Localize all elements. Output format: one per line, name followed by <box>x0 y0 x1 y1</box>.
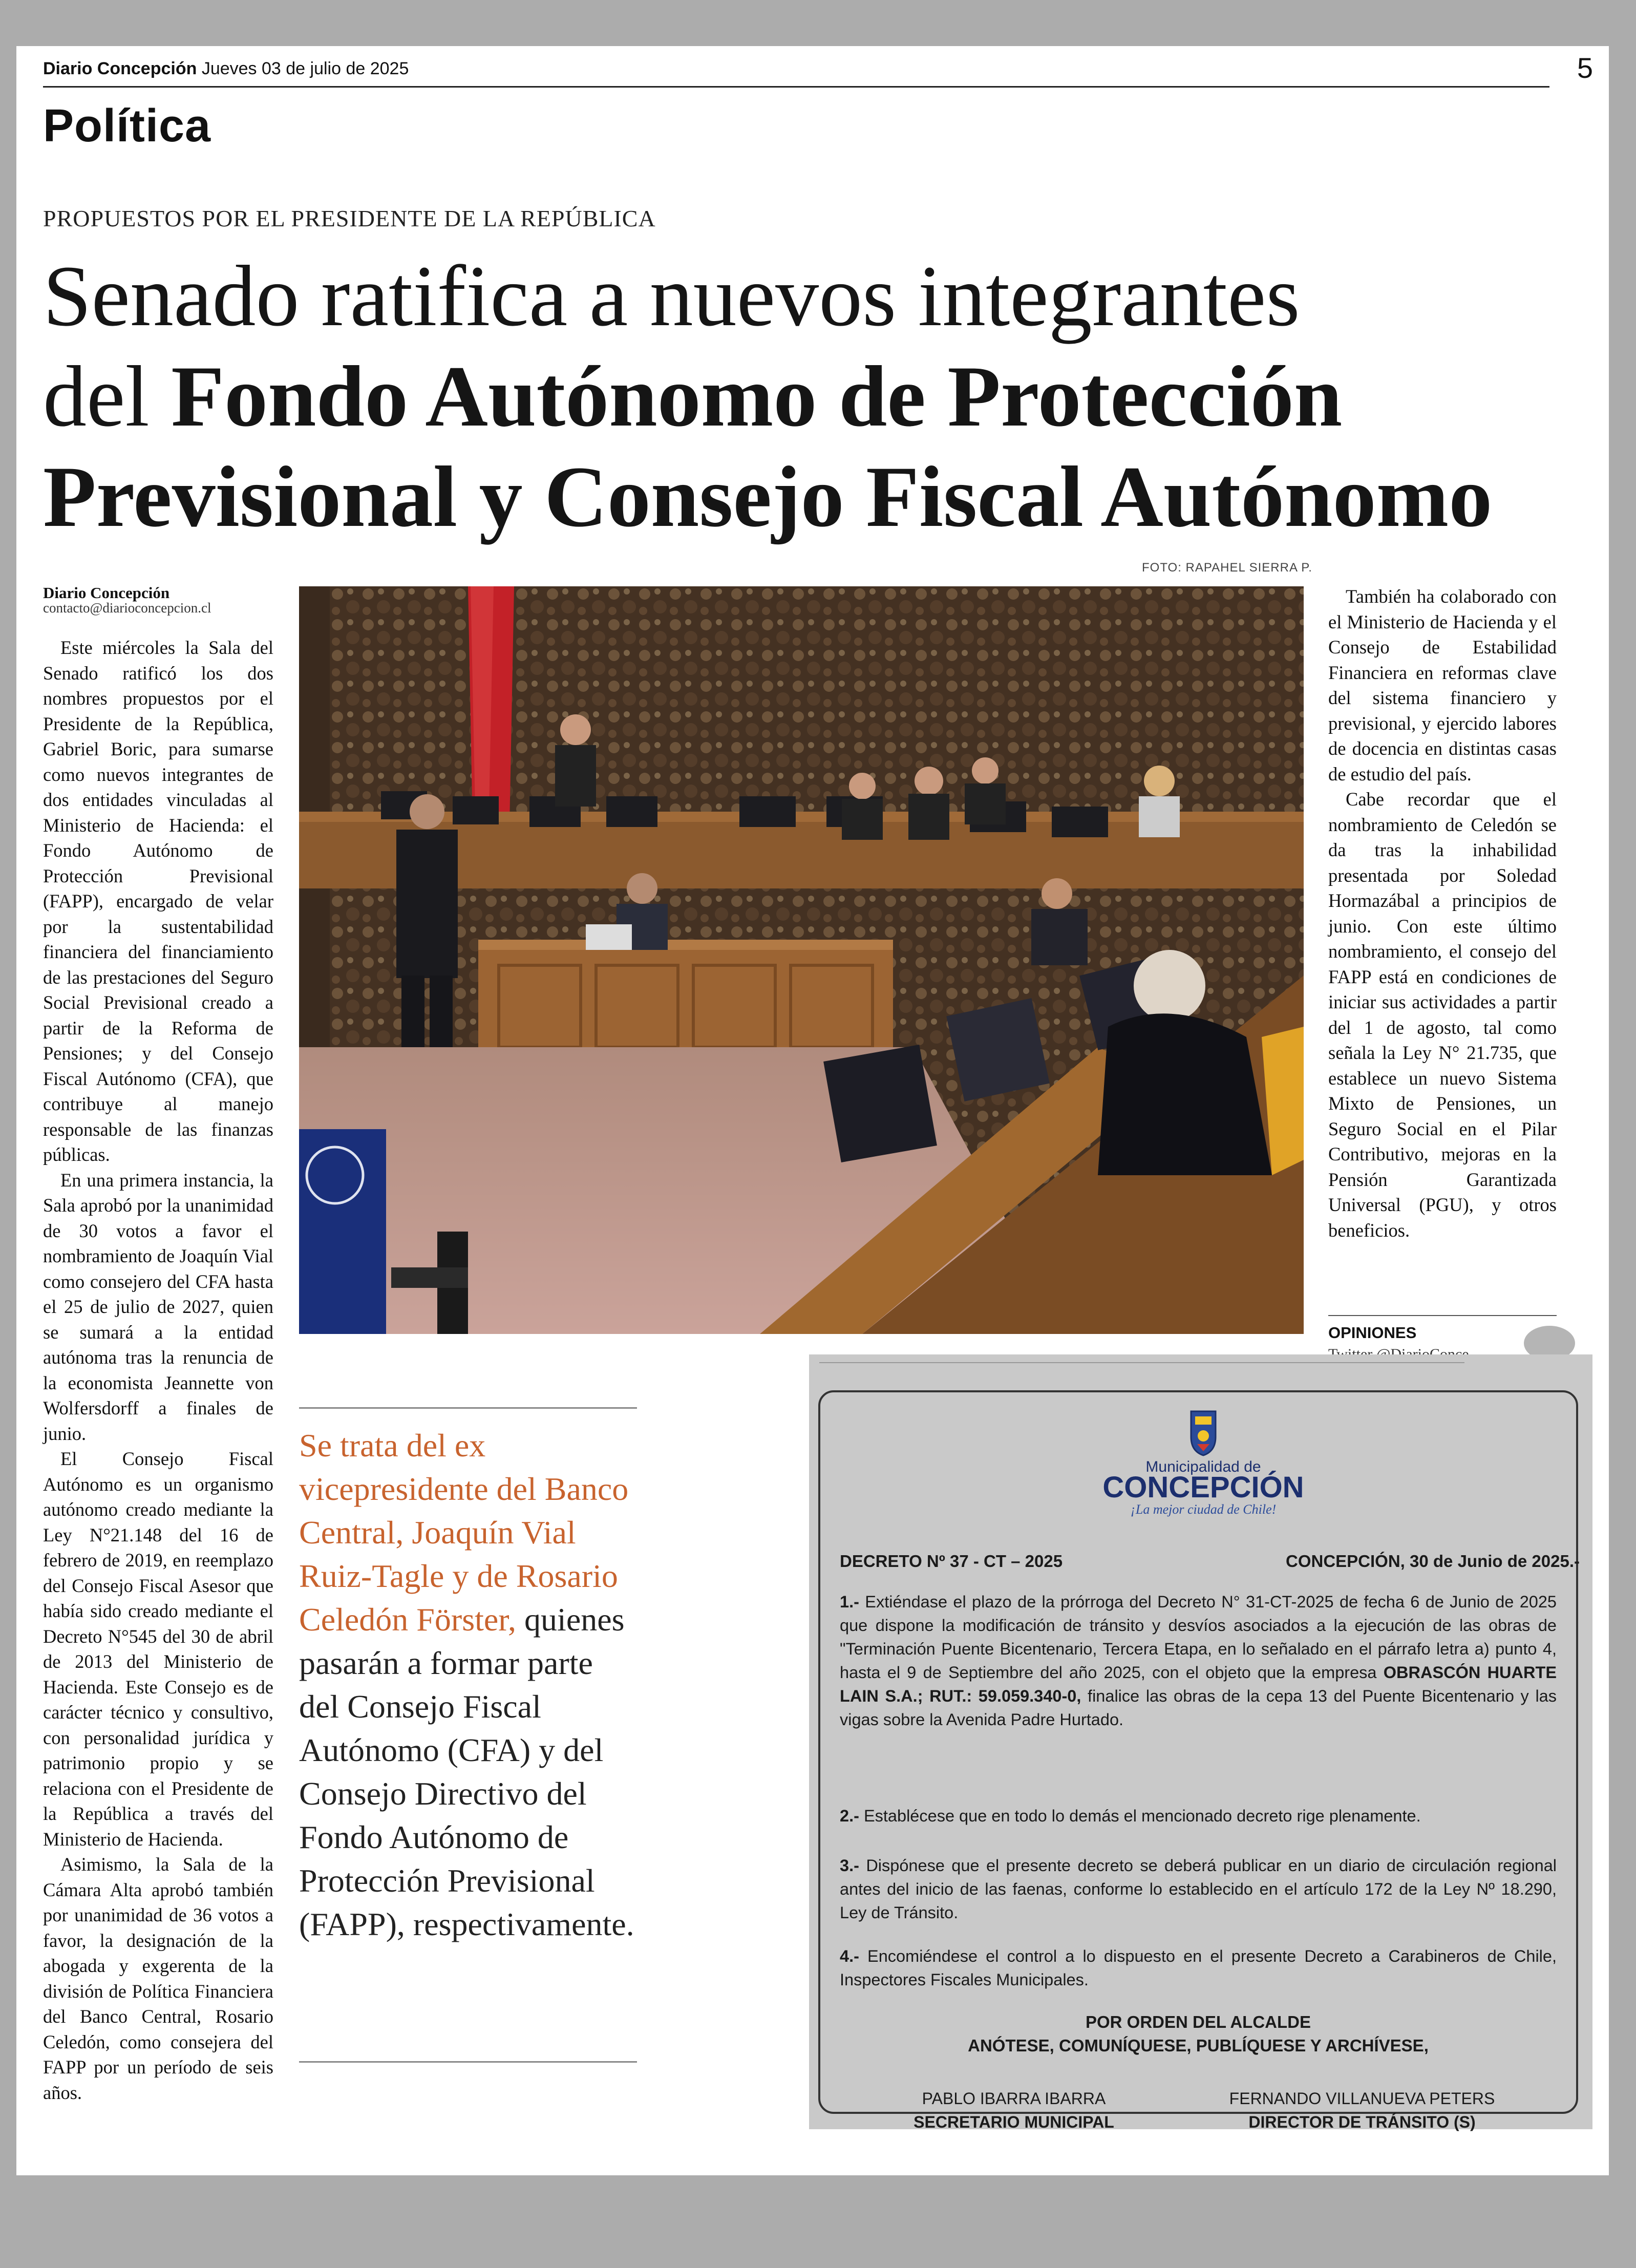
signer-name: PABLO IBARRA IBARRA <box>922 2089 1106 2108</box>
paragraph: También ha colaborado con el Ministerio de Hacienda y el Consejo de Estabilidad Financiera en reformas clave del sistema financiero y previsional, y ejercido labores de docencia en distintas casas de estudio del país. <box>1328 586 1557 785</box>
article-body-right <box>1328 584 1557 1243</box>
decree-paragraph-4: 4.- Encomiéndese el control a lo dispuesto en el presente Decreto a Carabineros de Chile, Inspectores Fiscales Municipales. <box>840 1947 1557 1989</box>
paragraph: Asimismo, la Sala de la Cámara Alta aprobó también por unanimidad de 36 votos a favor, la designación de la abogada y exgerenta de la división de Política Financiera del Banco Central, Rosario Celedón, como consejera del FAPP por un período de seis años. <box>43 1854 273 2103</box>
pullquote-rule-top <box>299 1407 637 1409</box>
pullquote: Se trata del ex vicepresidente del Banco Central, Joaquín Vial Ruiz-Tagle y de Rosario Celedón Förster, quienes pasarán a formar parte del Consejo Fiscal Autónomo (CFA) y del Consejo Directivo del Fondo Autónomo de Protección Previsional (FAPP), respectivamente. <box>299 1427 634 1942</box>
logo-tagline: ¡La mejor ciudad de Chile! <box>1130 1502 1277 1517</box>
byline-email[interactable]: contacto@diarioconcepcion.cl <box>43 600 211 616</box>
headline-line-1: Senado ratifica a nuevos integrantes <box>43 248 1300 344</box>
byline: Diario Concepción <box>43 584 170 602</box>
ad-top-rule <box>819 1362 1464 1363</box>
order-line-1: POR ORDEN DEL ALCALDE <box>1085 2012 1311 2031</box>
paragraph: Cabe recordar que el nombramiento de Celedón se da tras la inhabilidad presentada por Soledad Hormazábal a principios de junio. Con este último nombramiento, el consejo del FAPP está en condiciones de iniciar sus actividades a partir del 1 de agosto, tal como señala la Ley N° 21.735, que establece un nuevo Sistema Mixto de Pensiones, un Seguro Social en el Pilar Contributivo, mejoras en la Pensión Garantizada Universal (PGU), y otros beneficios. <box>1328 789 1557 1241</box>
headline-line-2: del Fondo Autónomo de Protección <box>43 348 1343 444</box>
photo-credit: FOTO: RAPAHEL SIERRA P. <box>1142 561 1312 575</box>
page-number: 5 <box>1577 52 1593 84</box>
section-title: Política <box>43 100 211 152</box>
senate-chamber-photo <box>299 586 1304 1334</box>
logo-small-text: Municipalidad de <box>1145 1458 1261 1475</box>
paragraph: En una primera instancia, la Sala aprobó por la unanimidad de 30 votos a favor el nombramiento de Joaquín Vial como consejero del CFA hasta el 25 de julio de 2027, quien se sumará a la entidad autónoma tras la renuncia de la economista Jeannette von Wolfersdorff a finales de junio. <box>43 1169 273 1444</box>
logo-big-text: CONCEPCIÓN <box>1102 1471 1304 1504</box>
signer-name: FERNANDO VILLANUEVA PETERS <box>1229 2089 1495 2108</box>
article-headline <box>43 246 1579 547</box>
signer-title: SECRETARIO MUNICIPAL <box>913 2113 1114 2131</box>
article-body-left <box>43 635 273 2105</box>
order-line-2: ANÓTESE, COMUNÍQUESE, PUBLÍQUESE Y ARCHÍVESE, <box>968 2036 1429 2055</box>
opinions-title: OPINIONES <box>1328 1324 1417 1342</box>
signature-director <box>1219 2087 1505 2134</box>
masthead-name: Diario Concepción <box>43 59 197 78</box>
header-rule <box>43 86 1549 88</box>
issue-date: Jueves 03 de julio de 2025 <box>201 59 409 78</box>
opinions-rule <box>1328 1315 1557 1316</box>
headline-line-3: Previsional y Consejo Fiscal Autónomo <box>43 449 1493 545</box>
paragraph: Este miércoles la Sala del Senado ratificó los dos nombres propuestos por el Presidente de la República, Gabriel Boric, para sumarse como nuevos integrantes de dos entidades vinculadas al Ministerio de Hacienda: el Fondo Autónomo de Protección Previsional (FAPP), encargado de velar por la sustentabilidad financiera del financiamiento de las prestaciones del Seguro Social Previsional creado a partir de la Reforma de Pensiones; y del Consejo Fiscal Autónomo (CFA), que contribuye al manejo responsable de las finanzas públicas. <box>43 637 273 1165</box>
decree-paragraph-2: 2.- Establécese que en todo lo demás el mencionado decreto rige plenamente. <box>840 1807 1421 1825</box>
municipality-logo <box>1075 1406 1331 1524</box>
article-kicker: PROPUESTOS POR EL PRESIDENTE DE LA REPÚBLICA <box>43 205 656 231</box>
decree-number: DECRETO Nº 37 - CT – 2025 <box>840 1552 1063 1571</box>
decree-date: CONCEPCIÓN, 30 de Junio de 2025.- <box>1286 1552 1580 1571</box>
decree-paragraph-1: 1.- Extiéndase el plazo de la prórroga del Decreto N° 31-CT-2025 de fecha 6 de Junio de 2025 que dispone la modificación de tránsito y desvíos asociados a la ejecución de las obras de "Terminación Puente Bicentenario, Tercera Etapa, en lo señalado en el párrafo letra a) punto 4, hasta el 9 de Septiembre del año 2025, con el objeto que la empresa OBRASCÓN HUARTE LAIN S.A.; RUT.: 59.059.340-0, finalice las obras de la cepa 13 del Puente Bicentenario y las vigas sobre la Avenida Padre Hurtado. <box>840 1593 1557 1729</box>
decree-paragraph-3: 3.- Dispónese que el presente decreto se deberá publicar en un diario de circulación regional antes del inicio de las faenas, conforme lo establecido en el artículo 172 de la Ley Nº 18.290, Ley de Tránsito. <box>840 1856 1557 1922</box>
masthead-line <box>43 59 409 79</box>
signature-secretary <box>870 2087 1157 2134</box>
pullquote-rule-bottom <box>299 2061 637 2063</box>
paragraph: El Consejo Fiscal Autónomo es un organismo autónomo creado mediante la Ley N°21.148 del 16 de febrero de 2019, en reemplazo del Consejo Fiscal Asesor que había sido creado mediante el Decreto N°545 del 30 de abril de 2013 del Ministerio de Hacienda. Este Consejo es de carácter técnico y consultivo, con personalidad jurídica y patrimonio propio y se relaciona con el Presidente de la República a través del Ministerio de Hacienda. <box>43 1448 273 1850</box>
signer-title: DIRECTOR DE TRÁNSITO (S) <box>1248 2113 1476 2131</box>
